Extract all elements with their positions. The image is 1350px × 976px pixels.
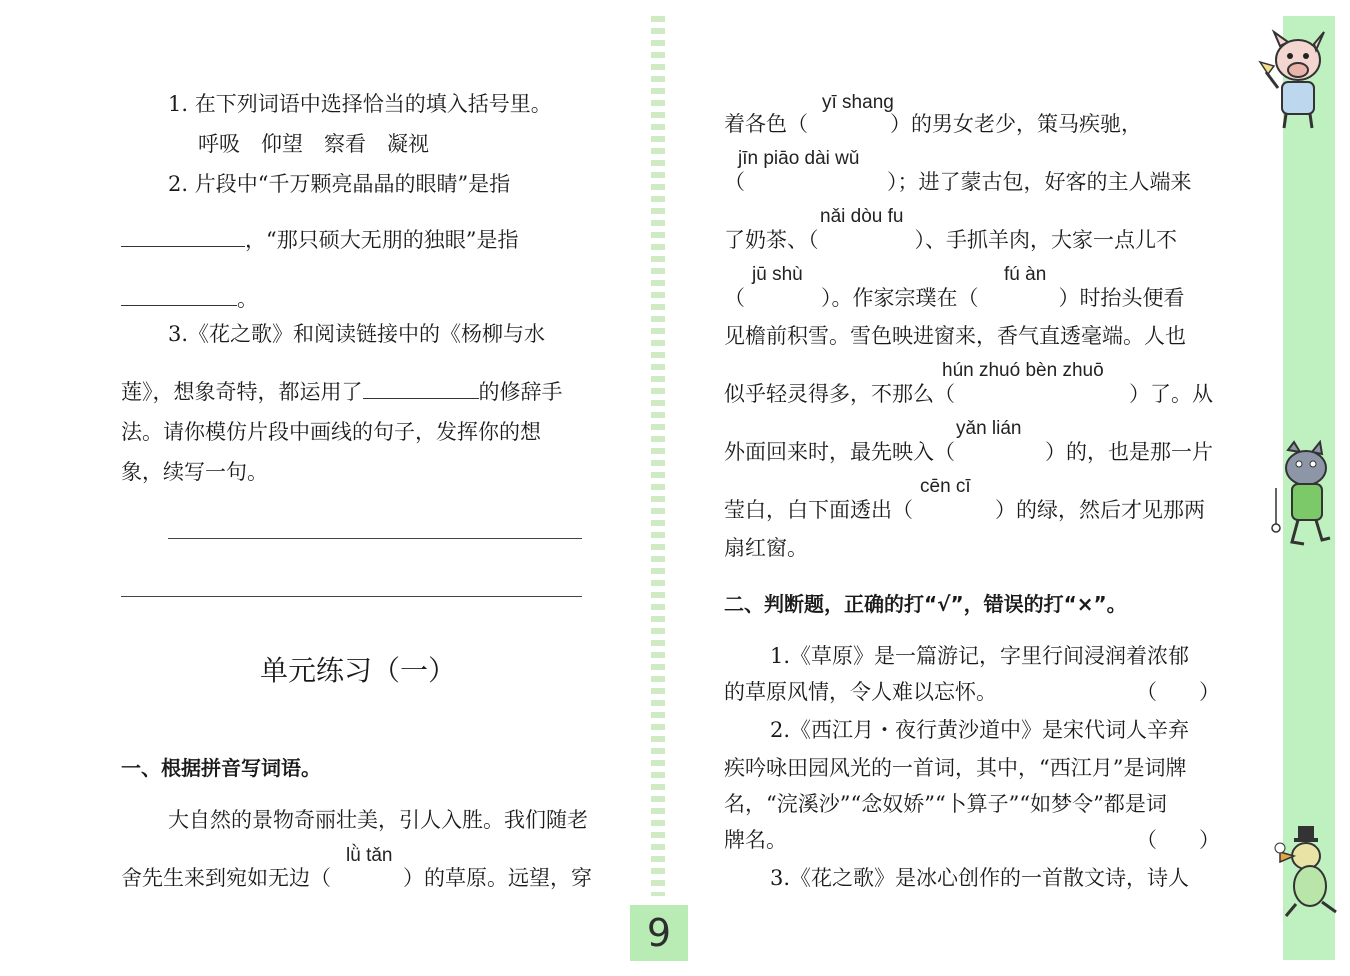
question-3-line-4: 象，续写一句。 [121,460,268,484]
pinyin-jushu: jū shù [752,264,803,285]
question-3-line-1: 3.《花之歌》和阅读链接中的《杨柳与水 [168,322,546,346]
judgment-1-line-1: 1.《草原》是一篇游记，字里行间浸润着浓郁 [770,644,1190,668]
word-choices: 呼吸 仰望 察看 凝视 [198,132,429,156]
passage-text: 莹白，白下面透出（ [724,498,913,522]
passage-line-r8 [724,496,1205,524]
question-3-text-b1: 莲》，想象奇特，都运用了 [121,380,363,404]
judgment-2-line-2: 疾吟咏田园风光的一首词，其中，“西江月”是词牌 [724,756,1187,780]
writing-line[interactable] [168,538,582,539]
question-2-line-3 [121,285,258,313]
answer-blank[interactable] [363,380,479,399]
judgment-2-line-3: 名，“浣溪沙”“念奴娇”“卜算子”“如梦令”都是词 [724,792,1167,816]
unit-title: 单元练习（一） [260,654,457,687]
section-2-heading: 二、判断题，正确的打“√”，错误的打“×”。 [724,592,1127,616]
answer-blank[interactable] [121,228,245,247]
question-2-text-b: ，“那只硕大无朋的独眼”是指 [245,228,519,252]
passage-text: 舍先生来到宛如无边（ [121,866,331,890]
question-2-line-2 [121,226,518,254]
passage-line-r7 [724,438,1213,466]
judgment-1-line-2: 的草原风情，令人难以忘怀。 [724,680,997,704]
pinyin-jinpiaodaiwu: jīn piāo dài wǔ [738,148,860,169]
judgment-3-line-1: 3.《花之歌》是冰心创作的一首散文诗，诗人 [770,866,1190,890]
passage-text: 外面回来时，最先映入（ [724,440,955,464]
passage-text: （ [724,286,745,310]
question-2-text-c: 。 [237,287,258,311]
passage-text: ）时抬头便看 [1058,286,1185,310]
passage-text: （ [724,170,745,194]
pinyin-cenci: cēn cī [920,476,971,497]
judgment-1-answer[interactable]: （ ） [1136,680,1220,704]
answer-blank[interactable] [121,287,237,306]
judgment-2-line-4: 牌名。 [724,828,787,852]
passage-line-r2 [724,168,1192,196]
passage-line-r3 [724,226,1177,254]
passage-text: ）的草原。远望，穿 [403,866,592,890]
passage-text: 着各色（ [724,112,808,136]
pinyin-hunzhuobenzhuo: hún zhuó bèn zhuō [942,360,1104,381]
passage-text: ）的，也是那一片 [1045,440,1213,464]
pinyin-yishang: yī shang [822,92,894,113]
writing-line[interactable] [121,596,582,597]
question-2-line-1: 2. 片段中“千万颗亮晶晶的眼睛”是指 [168,172,511,196]
passage-text: ）的男女老少，策马疾驰， [890,112,1142,136]
question-3-text-b2: 的修辞手 [478,380,563,404]
passage-text: 了奶茶、（ [724,228,819,252]
passage-text: ）了。从 [1129,382,1213,406]
passage-text: ）；进了蒙古包，好客的主人端来 [887,170,1192,194]
judgment-2-answer[interactable]: （ ） [1136,828,1220,852]
bird-mascot-icon [1266,820,1344,920]
page-number: 9 [630,905,688,961]
passage-line-r4 [724,284,1185,312]
passage-text: ）、手抓羊肉，大家一点儿不 [914,228,1177,252]
passage-line-r5: 见檐前积雪。雪色映进窗来，香气直透毫端。人也 [724,324,1186,348]
passage-line-r9: 扇红窗。 [724,536,808,560]
passage-line-r6 [724,380,1213,408]
judgment-2-line-1: 2.《西江月・夜行黄沙道中》是宋代词人辛弃 [770,718,1190,742]
passage-line-2 [121,864,592,892]
question-3-line-2 [121,378,563,406]
question-1: 1. 在下列词语中选择恰当的填入括号里。 [168,92,552,116]
passage-text: ）的绿，然后才见那两 [995,498,1205,522]
pinyin-fuan: fú àn [1004,264,1047,285]
pinyin-yanlian: yǎn lián [956,418,1022,439]
question-3-line-3: 法。请你模仿片段中画线的句子，发挥你的想 [121,420,541,444]
passage-text: 似乎轻灵得多，不那么（ [724,382,955,406]
wolf-mascot-icon [1268,440,1342,550]
pinyin-lvtan: lǜ tǎn [346,845,393,866]
pinyin-naidoufu: nǎi dòu fu [820,206,904,227]
passage-line-1: 大自然的景物奇丽壮美，引人入胜。我们随老 [168,808,588,832]
pig-mascot-icon [1252,22,1336,132]
page-gutter [651,16,665,896]
passage-text: ）。作家宗璞在（ [821,286,979,310]
section-1-heading: 一、根据拼音写词语。 [121,756,321,780]
passage-line-r1 [724,110,1142,138]
